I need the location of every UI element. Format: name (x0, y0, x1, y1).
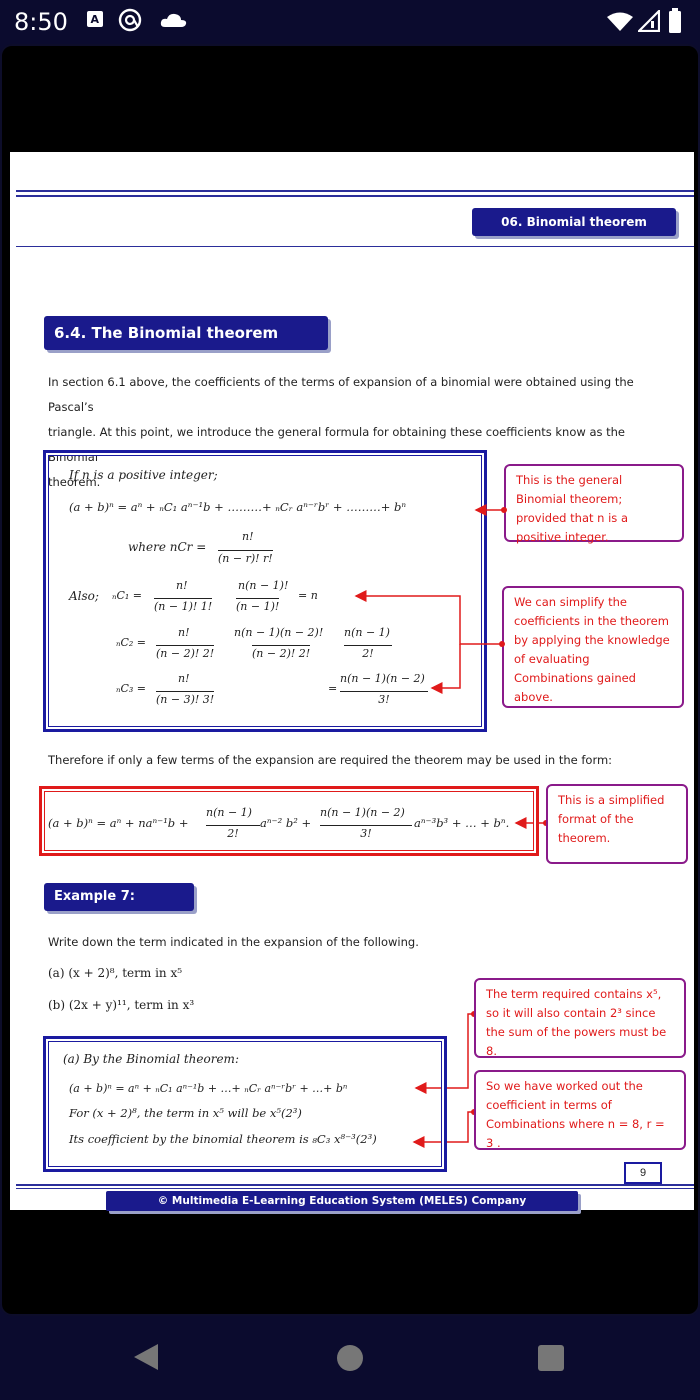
c3-frac1-den: (n − 3)! 3! (156, 693, 215, 706)
solution-line4: Its coefficient by the binomial theorem is ₈C₃ x⁸⁻³(2³) (69, 1132, 377, 1146)
recents-icon[interactable] (537, 1344, 565, 1377)
intro-line: In section 6.1 above, the coefficients of the terms of expansion of a binomial were obtained using the Pascal’s (48, 375, 634, 414)
wifi-icon (606, 12, 634, 37)
c3-lhs: ₙC₃ = (116, 682, 146, 695)
c2-lhs: ₙC₂ = (116, 636, 146, 649)
theorem-line-condition: If n is a positive integer; (69, 468, 218, 482)
simplified-part3: aⁿ⁻³b³ + … + bⁿ. (414, 816, 510, 830)
section-heading: 6.4. The Binomial theorem (44, 316, 328, 350)
simplified-frac2-den: 3! (320, 825, 412, 840)
ncr-definition-label: where nCr = (128, 540, 207, 554)
simplified-frac1-num: n(n − 1) (206, 806, 252, 819)
document-page[interactable] (10, 152, 694, 1210)
ncr-denominator: (n − r)! r! (218, 552, 273, 565)
c1-frac2-num: n(n − 1)! (238, 579, 289, 592)
c2-frac3-den: 2! (344, 645, 392, 660)
c3-frac2-den: 3! (340, 691, 428, 706)
example-part-a: (a) (x + 2)⁸, term in x⁵ (48, 966, 183, 980)
header-rule (16, 190, 694, 192)
c1-lhs: ₙC₁ = (112, 589, 142, 602)
intro-line: triangle. At this point, we introduce the general formula for obtaining these coefficients know as the Binomial (48, 425, 626, 464)
c3-equals: = (328, 682, 338, 695)
c3-frac1-num: n! (178, 672, 190, 685)
example-heading: Example 7: (44, 883, 194, 911)
simplified-part2: aⁿ⁻² b² + (260, 816, 312, 830)
note-simplify-coefficients: We can simplify the coefficients in the theorem by applying the knowledge of evaluating Combinations gained above. (502, 586, 684, 708)
navigation-bar (0, 1316, 700, 1400)
status-bar (0, 0, 700, 46)
simplified-frac1-den: 2! (206, 825, 260, 840)
note-coefficient: So we have worked out the coefficient in terms of Combinations where n = 8, r = 3 . (474, 1070, 686, 1150)
c1-frac2-den: (n − 1)! (236, 600, 280, 613)
ncr-numerator: n! (242, 530, 254, 543)
solution-line3: For (x + 2)⁸, the term in x⁵ will be x⁵(2³) (69, 1106, 302, 1120)
footer-banner: © Multimedia E-Learning Education System (MELES) Company (106, 1191, 578, 1211)
c2-frac2-den: (n − 2)! 2! (252, 647, 311, 660)
c1-result: = n (298, 589, 318, 602)
cloud-icon (160, 12, 188, 33)
intro-line: theorem. (48, 475, 101, 489)
note-general-theorem: This is the general Binomial theorem; provided that n is a positive integer. (504, 464, 684, 542)
note-simplified-format: This is a simplified format of the theorem. (546, 784, 688, 864)
c2-frac1-den: (n − 2)! 2! (156, 647, 215, 660)
simplified-frac2-num: n(n − 1)(n − 2) (320, 806, 405, 819)
back-icon[interactable] (132, 1342, 160, 1377)
signal-icon (638, 10, 660, 37)
header-rule (16, 195, 694, 197)
page-number: 9 (624, 1162, 662, 1184)
battery-icon (668, 8, 682, 39)
c2-frac1-num: n! (178, 626, 190, 639)
c2-frac3-num: n(n − 1) (344, 626, 390, 639)
footer-rule (16, 1184, 694, 1186)
example-part-b: (b) (2x + y)¹¹, term in x³ (48, 998, 195, 1012)
c1-frac1-den: (n − 1)! 1! (154, 600, 213, 613)
document-viewer[interactable] (0, 44, 700, 1316)
c3-frac2-num: n(n − 1)(n − 2) (340, 672, 425, 685)
keyboard-icon (86, 10, 104, 33)
solution-line2: (a + b)ⁿ = aⁿ + ₙC₁ aⁿ⁻¹b + …+ ₙCᵣ aⁿ⁻ʳbʳ + …+ bⁿ (69, 1082, 348, 1095)
c1-frac1-num: n! (176, 579, 188, 592)
solution-line1: (a) By the Binomial theorem: (63, 1052, 239, 1066)
theorem-general-formula: (a + b)ⁿ = aⁿ + ₙC₁ aⁿ⁻¹b + ………+ ₙCᵣ aⁿ⁻ʳbʳ + ………+ bⁿ (69, 500, 407, 514)
status-time: 8:50 (14, 8, 68, 36)
also-label: Also; (69, 589, 99, 603)
header-rule (16, 246, 694, 247)
svg-text:A: A (90, 13, 100, 26)
example-prompt: Write down the term indicated in the expansion of the following. (48, 935, 419, 949)
chapter-tag: 06. Binomial theorem (472, 208, 676, 236)
c2-frac2-num: n(n − 1)(n − 2)! (234, 626, 324, 639)
at-sign-icon (118, 8, 142, 37)
simplified-part1: (a + b)ⁿ = aⁿ + naⁿ⁻¹b + (48, 816, 189, 830)
note-term-required: The term required contains x⁵, so it will also contain 2³ since the sum of the powers must be 8. (474, 978, 686, 1058)
footer-rule (16, 1188, 694, 1189)
therefore-text: Therefore if only a few terms of the expansion are required the theorem may be used in the form: (48, 753, 613, 767)
home-icon[interactable] (336, 1344, 364, 1377)
